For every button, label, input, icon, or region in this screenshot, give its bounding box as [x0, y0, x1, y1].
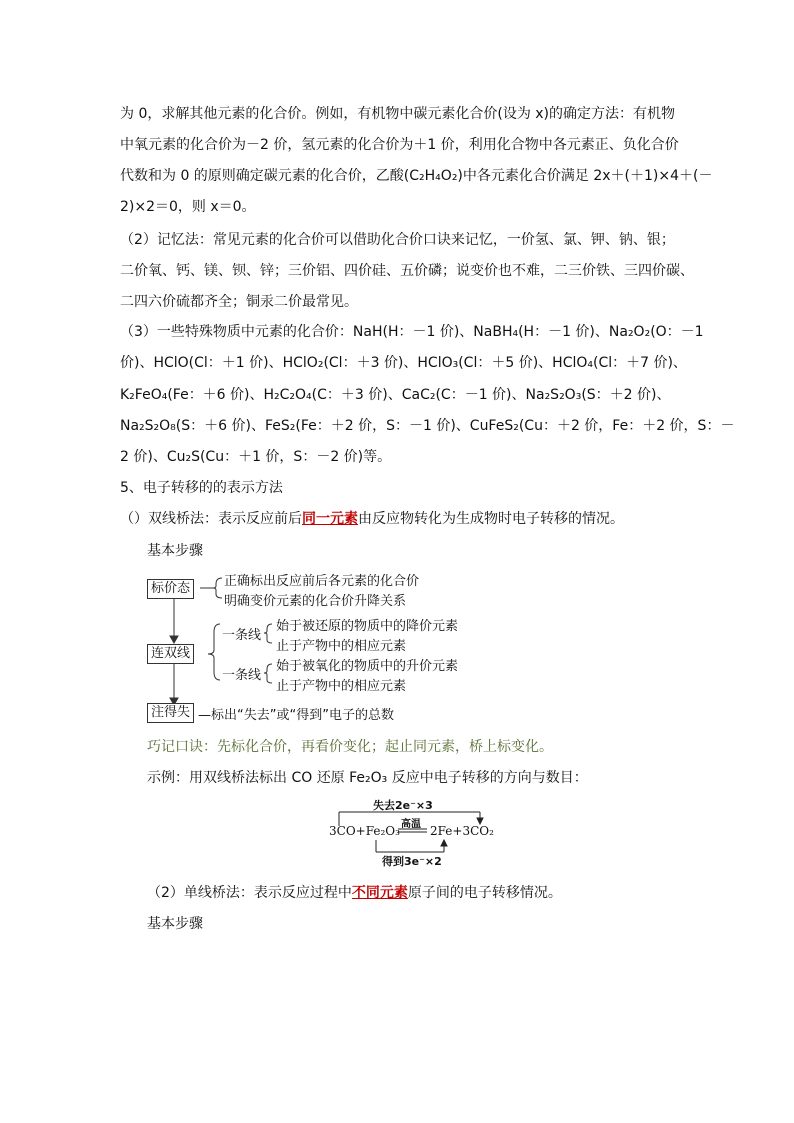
double-bridge-emphasis: 同一元素 [302, 511, 358, 527]
step-box-mark-valence: 标价态 [147, 579, 194, 599]
para1-line2: 中氧元素的化合价为－2 价，氢元素的化合价为＋1 价，利用化合物中各元素正、负化合价 [120, 137, 679, 153]
para1-line3: 代数和为 0 的原则确定碳元素的化合价，乙酸(C₂H₄O₂)中各元素化合价满足 2x＋(＋1)×4＋(－ [120, 168, 713, 184]
basic-steps-label-1: 基本步骤 [147, 543, 203, 559]
single-bridge-emphasis: 不同元素 [351, 885, 408, 901]
step1-line-b: 明确变价元素的化合价升降关系 [224, 594, 407, 609]
single-bridge-pre: （2）单线桥法：表示反应过程中 [147, 885, 352, 901]
double-bridge-pre: （）双线桥法：表示反应前后 [120, 511, 302, 527]
para2-line2: 二价氧、钙、镁、钡、锌；三价铝、四价硅、五价磷；说变价也不难，二三价铁、三四价碳、 [120, 263, 694, 279]
branch2-line-b: 止于产物中的相应元素 [276, 679, 407, 694]
para3-line3: K₂FeO₄(Fe：＋6 价)、H₂C₂O₄(C：＋3 价)、CaC₂(C：－1 价)、Na₂S₂O₃(S：＋2 价)、 [120, 387, 671, 403]
branch1-line-b: 止于产物中的相应元素 [276, 639, 407, 654]
para3-line2: 价)、HClO(Cl：＋1 价)、HClO₂(Cl：＋3 价)、HClO₃(Cl：＋5 价)、HClO₄(Cl：＋7 价)、 [120, 355, 687, 371]
branch2-label: 一条线 [222, 668, 262, 683]
section5-title: 5、电子转移的的表示方法 [120, 480, 283, 496]
double-bridge-line [120, 509, 624, 529]
step3-text: —标出“失去”或“得到”电子的总数 [198, 708, 394, 723]
single-bridge-line [147, 883, 562, 903]
mnemonic: 巧记口诀：先标化合价，再看价变化；起止同元素，桥上标变化。 [147, 739, 553, 755]
para2-line3: 二四六价硫都齐全；铜汞二价最常见。 [120, 294, 358, 310]
step-box-note-gain-loss: 注得失 [147, 703, 194, 723]
equation-left: 3CO+Fe₂O₃ [329, 824, 400, 838]
branch1-line-a: 始于被还原的物质中的降价元素 [276, 619, 459, 634]
equation-right: 2Fe+3CO₂ [430, 824, 494, 838]
single-bridge-post: 原子间的电子转移情况。 [407, 885, 562, 901]
para1-line1: 为 0，求解其他元素的化合价。例如，有机物中碳元素化合价(设为 x)的确定方法：有机物 [120, 106, 676, 122]
example-label: 示例：用双线桥法标出 CO 还原 Fe₂O₃ 反应中电子转移的方向与数目： [147, 770, 588, 786]
para2-line1: （2）记忆法：常见元素的化合价可以借助化合价口诀来记忆，一价氢、氯、钾、钠、银； [120, 232, 675, 248]
step1-line-a: 正确标出反应前后各元素的化合价 [224, 574, 420, 589]
equation-condition: 高温 [401, 819, 421, 830]
para1-line4: 2)×2＝0，则 x＝0。 [120, 199, 256, 215]
para3-line1: （3）一些特殊物质中元素的化合价：NaH(H：－1 价)、NaBH₄(H：－1 价)、Na₂O₂(O：－1 [120, 324, 704, 340]
branch2-line-a: 始于被氧化的物质中的升价元素 [276, 659, 459, 674]
para3-line4: Na₂S₂O₈(S：＋6 价)、FeS₂(Fe：＋2 价，S：－1 价)、CuFeS₂(Cu：＋2 价，Fe：＋2 价，S：－ [120, 418, 735, 434]
para3-line5: 2 价)、Cu₂S(Cu：＋1 价，S：－2 价)等。 [120, 449, 392, 465]
branch1-label: 一条线 [222, 628, 262, 643]
basic-steps-label-2: 基本步骤 [147, 916, 203, 932]
step-box-connect-lines: 连双线 [147, 644, 194, 664]
double-bridge-post: 由反应物转化为生成物时电子转移的情况。 [358, 511, 624, 527]
equation-bottom-label: 得到3e⁻×2 [382, 855, 442, 868]
equation-top-label: 失去2e⁻×3 [373, 799, 433, 812]
